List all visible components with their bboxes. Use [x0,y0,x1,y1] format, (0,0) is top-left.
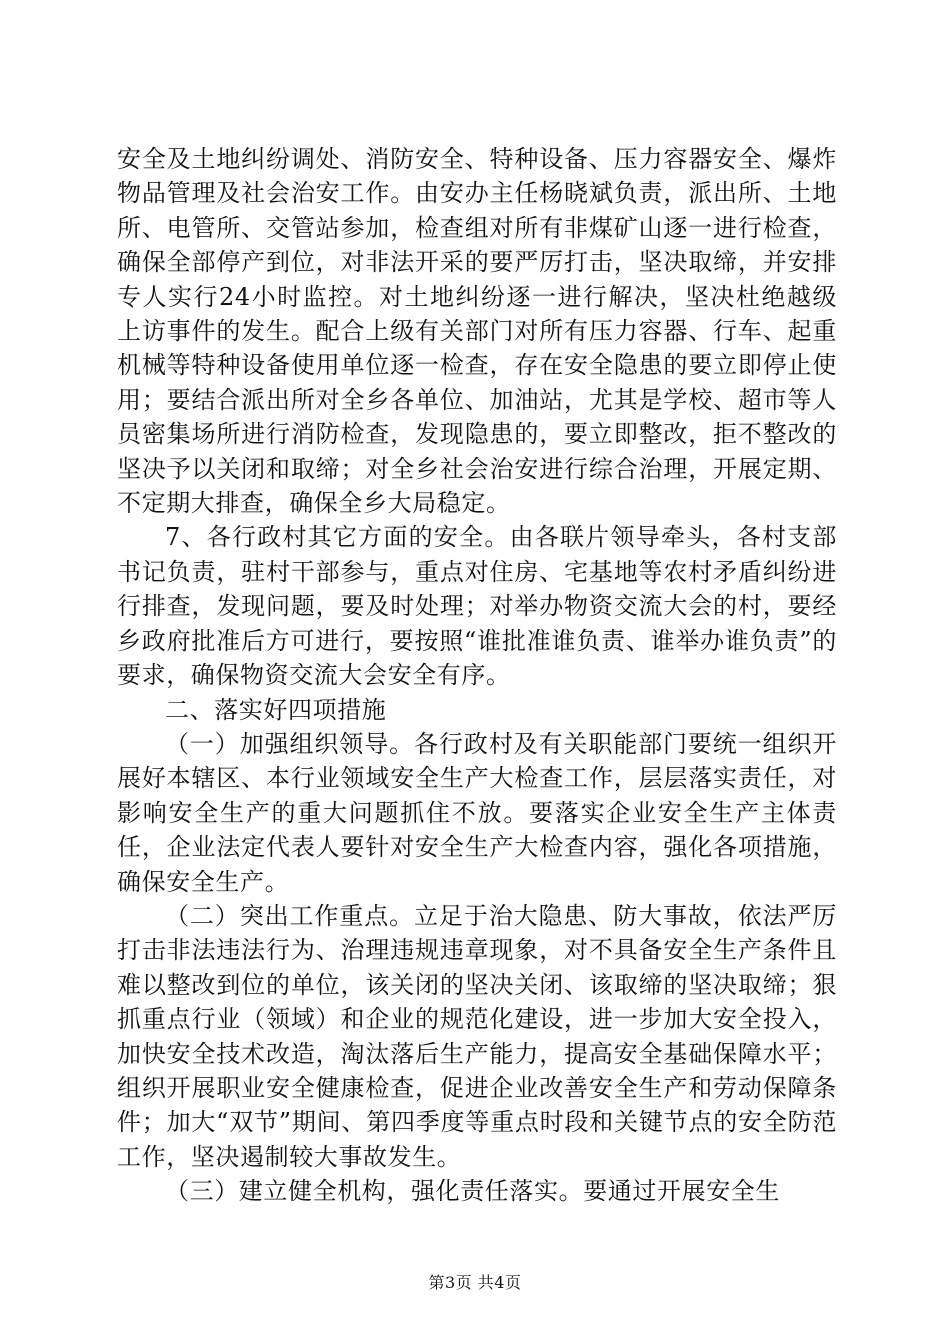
page-footer: 第3页 共4页 [428,1273,522,1292]
document-body [117,142,837,1209]
paragraph-measure-2: （二）突出工作重点。立足于治大隐患、防大事故，依法严厉打击非法违法行为、治理违规违章现象，对不具备安全生产条件且难以整改到位的单位，该关闭的坚决关闭、该取缔的坚决取缔；狠抓重点行业（领域）和企业的规范化建设，进一步加大安全投入，加快安全技术改造，淘汰落后生产能力，提高安全基础保障水平；组织开展职业安全健康检查，促进企业改善安全生产和劳动保障条件；加大“双节”期间、第四季度等重点时段和关键节点的安全防范工作，坚决遏制较大事故发生。 [117,901,837,1171]
paragraph-measure-3: （三）建立健全机构，强化责任落实。要通过开展安全生 [165,1177,780,1206]
section-heading-four-measures: 二、落实好四项措施 [165,695,387,724]
paragraph-measure-1: （一）加强组织领导。各行政村及有关职能部门要统一组织开展好本辖区、本行业领域安全生产大检查工作，层层落实责任，对影响安全生产的重大问题抓住不放。要落实企业安全生产主体责任，企业法定代表人要针对安全生产大检查内容，强化各项措施，确保安全生产。 [117,729,837,896]
paragraph-item-7: 7、各行政村其它方面的安全。由各联片领导牵头，各村支部书记负责，驻村干部参与，重点对住房、宅基地等农村矛盾纠纷进行排查，发现问题，要及时处理；对举办物资交流大会的村，要经乡政府批准后方可进行，要按照“谁批准谁负责、谁举办谁负责”的要求，确保物资交流大会安全有序。 [117,523,837,690]
paragraph-safety-land-disputes: 安全及土地纠纷调处、消防安全、特种设备、压力容器安全、爆炸物品管理及社会治安工作。由安办主任杨晓斌负责，派出所、土地所、电管所、交管站参加，检查组对所有非煤矿山逐一进行检查，确保全部停产到位，对非法开采的要严厉打击，坚决取缔，并安排专人实行24小时监控。对土地纠纷逐一进行解决，坚决杜绝越级上访事件的发生。配合上级有关部门对所有压力容器、行车、起重机械等特种设备使用单位逐一检查，存在安全隐患的要立即停止使用；要结合派出所对全乡各单位、加油站，尤其是学校、超市等人员密集场所进行消防检查，发现隐患的，要立即整改，拒不整改的坚决予以关闭和取缔；对全乡社会治安进行综合治理，开展定期、不定期大排查，确保全乡大局稳定。 [117,145,837,518]
